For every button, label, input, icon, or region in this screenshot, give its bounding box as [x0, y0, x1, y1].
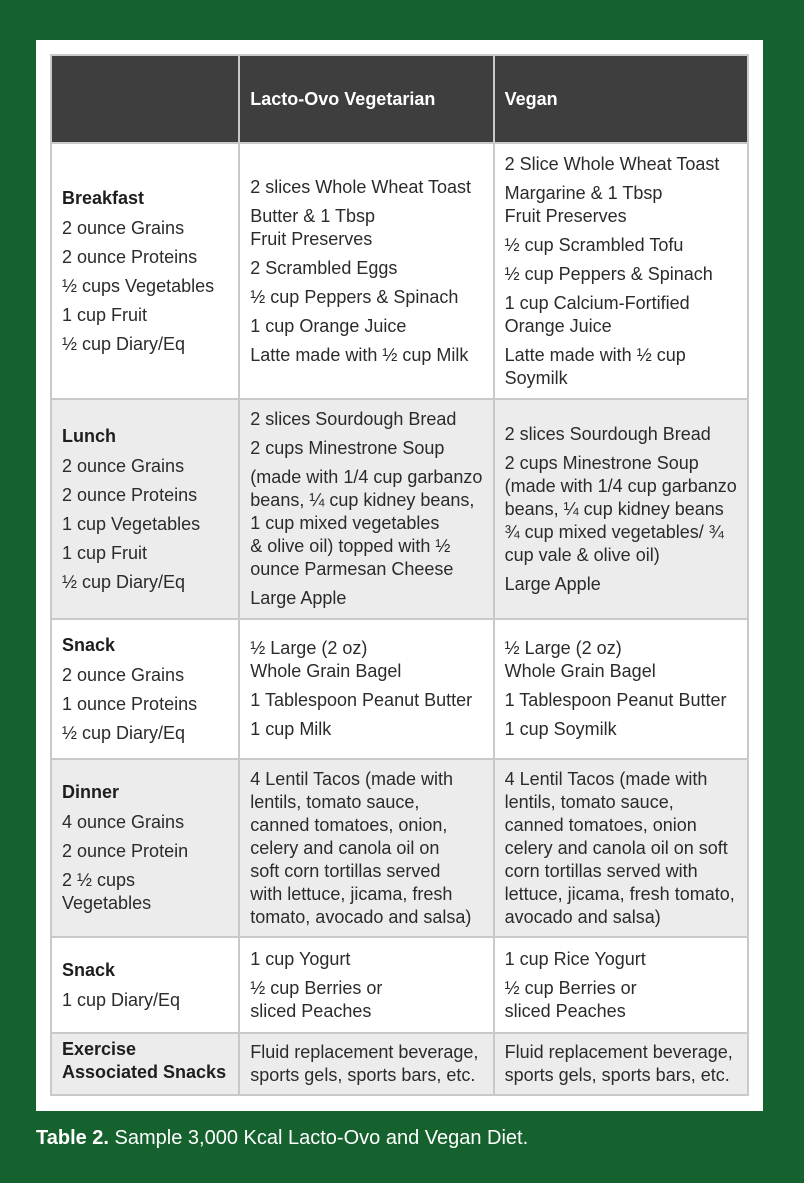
- lacto-ovo-cell: [239, 399, 493, 619]
- food-item: 1 cup Orange Juice: [250, 315, 407, 336]
- serving-line: ½ cup Diary/Eq: [62, 333, 186, 354]
- table-row: [51, 399, 748, 619]
- food-item: ½ cup Scrambled Tofu: [504, 234, 684, 255]
- meal-cell: [51, 759, 239, 937]
- table-row: [51, 937, 748, 1033]
- food-item: ½ cup Peppers & Spinach: [504, 263, 713, 284]
- food-item: ½ cup Berries or sliced Peaches: [250, 977, 383, 1021]
- table-row: [51, 1033, 748, 1095]
- serving-line: 2 ounce Grains: [62, 455, 185, 476]
- vegan-cell: [494, 143, 748, 399]
- serving-line: ½ cup Diary/Eq: [62, 722, 186, 743]
- serving-line: 2 ounce Proteins: [62, 246, 198, 267]
- lacto-ovo-cell: [239, 759, 493, 937]
- food-item: Large Apple: [504, 573, 601, 594]
- serving-line: 4 ounce Grains: [62, 812, 185, 832]
- table-row: [51, 143, 748, 399]
- food-item: 1 Tablespoon Peanut Butter: [504, 690, 727, 710]
- food-item: ½ cup Peppers & Spinach: [250, 286, 459, 307]
- food-item: 1 cup Calcium-Fortified Orange Juice: [504, 292, 690, 336]
- meal-name: Dinner: [62, 782, 120, 802]
- table-row: [51, 759, 748, 937]
- meal-name: Exercise Associated Snacks: [62, 1038, 227, 1082]
- meal-name: Snack: [62, 959, 116, 980]
- serving-line: 2 ounce Grains: [62, 217, 185, 238]
- meal-name: Lunch: [62, 425, 116, 446]
- meal-cell: [51, 143, 239, 399]
- food-item: 2 cups Minestrone Soup: [250, 438, 445, 458]
- vegan-cell: [494, 399, 748, 619]
- food-item: 1 cup Yogurt: [250, 948, 351, 969]
- food-item: 2 cups Minestrone Soup (made with 1/4 cup garbanzo beans, ¼ cup kidney beans ¾ cup mixed vegetables/ ¾ cup vale & olive oil): [504, 452, 737, 565]
- meal-cell: [51, 1033, 239, 1095]
- food-item: Fluid replacement beverage, sports gels, sports bars, etc.: [504, 1042, 733, 1085]
- meal-name: Snack: [62, 634, 116, 655]
- food-item: 4 Lentil Tacos (made with lentils, tomato sauce, canned tomatoes, onion celery and canola oil on soft corn tortillas served with lettuce, jicama, fresh tomato, avocado and salsa): [504, 768, 735, 927]
- table-row: [51, 619, 748, 759]
- serving-line: 1 cup Diary/Eq: [62, 989, 181, 1010]
- food-item: 1 cup Rice Yogurt: [504, 948, 646, 969]
- food-item: (made with 1/4 cup garbanzo beans, ¼ cup kidney beans, 1 cup mixed vegetables & olive oil) topped with ½ ounce Parmesan Cheese: [250, 467, 483, 579]
- food-item: ½ Large (2 oz) Whole Grain Bagel: [250, 638, 402, 681]
- vegan-cell: [494, 619, 748, 759]
- header-vegan: Vegan: [494, 55, 748, 143]
- meal-cell: [51, 399, 239, 619]
- serving-line: 1 cup Fruit: [62, 304, 148, 325]
- lacto-ovo-cell: [239, 1033, 493, 1095]
- caption-label: Table 2.: [36, 1127, 109, 1149]
- food-item: Latte made with ½ cup Milk: [250, 344, 469, 365]
- food-item: ½ cup Berries or sliced Peaches: [504, 977, 637, 1021]
- serving-line: 1 cup Fruit: [62, 542, 148, 563]
- food-item: 1 cup Milk: [250, 719, 332, 739]
- serving-line: ½ cups Vegetables: [62, 275, 215, 296]
- food-item: 4 Lentil Tacos (made with lentils, tomato sauce, canned tomatoes, onion, celery and canola oil on soft corn tortillas served with lettuce, jicama, fresh tomato, avocado and salsa): [250, 768, 472, 927]
- meal-name: Breakfast: [62, 187, 145, 208]
- food-item: Butter & 1 Tbsp Fruit Preserves: [250, 205, 376, 249]
- food-item: Large Apple: [250, 588, 347, 608]
- serving-line: 2 ½ cups Vegetables: [62, 870, 152, 913]
- food-item: 2 Scrambled Eggs: [250, 257, 398, 278]
- food-item: Margarine & 1 Tbsp Fruit Preserves: [504, 182, 663, 226]
- header-empty: [51, 55, 239, 143]
- serving-line: 2 ounce Grains: [62, 664, 185, 685]
- diet-table: [50, 54, 749, 1096]
- food-item: Fluid replacement beverage, sports gels, sports bars, etc.: [250, 1042, 479, 1085]
- food-item: 2 slices Sourdough Bread: [504, 423, 711, 444]
- meal-cell: [51, 619, 239, 759]
- food-item: ½ Large (2 oz) Whole Grain Bagel: [504, 638, 656, 681]
- header-row: [51, 55, 748, 143]
- food-item: 1 cup Soymilk: [504, 719, 617, 739]
- serving-line: 1 cup Vegetables: [62, 513, 201, 534]
- serving-line: 2 ounce Proteins: [62, 484, 198, 505]
- food-item: 1 Tablespoon Peanut Butter: [250, 690, 473, 710]
- vegan-cell: [494, 759, 748, 937]
- caption-text: Sample 3,000 Kcal Lacto-Ovo and Vegan Diet.: [109, 1127, 529, 1149]
- food-item: 2 slices Sourdough Bread: [250, 409, 457, 429]
- serving-line: ½ cup Diary/Eq: [62, 571, 186, 592]
- food-item: 2 Slice Whole Wheat Toast: [504, 153, 720, 174]
- vegan-cell: [494, 937, 748, 1033]
- meal-cell: [51, 937, 239, 1033]
- food-item: 2 slices Whole Wheat Toast: [250, 176, 472, 197]
- lacto-ovo-cell: [239, 937, 493, 1033]
- serving-line: 2 ounce Protein: [62, 841, 189, 861]
- food-item: Latte made with ½ cup Soymilk: [504, 344, 686, 388]
- vegan-cell: [494, 1033, 748, 1095]
- lacto-ovo-cell: [239, 143, 493, 399]
- header-lacto-ovo: Lacto-Ovo Vegetarian: [239, 55, 493, 143]
- table-caption: [36, 1124, 776, 1152]
- table-panel: [36, 40, 763, 1111]
- serving-line: 1 ounce Proteins: [62, 693, 198, 714]
- lacto-ovo-cell: [239, 619, 493, 759]
